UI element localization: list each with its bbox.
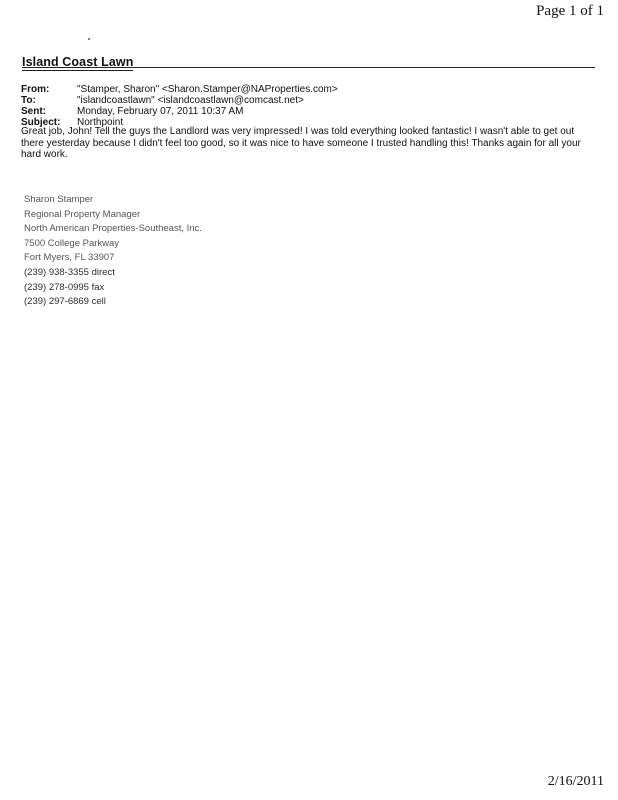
sent-row [21, 106, 338, 117]
signature-direct-phone: (239) 938-3355 direct [24, 266, 115, 278]
signature-cell: (239) 297-6869 cell [24, 296, 106, 308]
to-label: To: [21, 95, 36, 106]
document-title: Island Coast Lawn [22, 55, 134, 69]
from-value: "Stamper, Sharon" <Sharon.Stamper@NAProperties.com> [77, 84, 338, 95]
signature-block [24, 193, 202, 310]
to-row [21, 95, 338, 106]
signature-company: North American Properties-Southeast, Inc. [24, 223, 202, 235]
signature-name: Sharon Stamper [24, 194, 94, 205]
scan-mark [88, 38, 90, 40]
signature-city: Fort Myers, FL 33907 [24, 252, 115, 264]
subject-label: Subject: [21, 117, 61, 128]
header-divider [22, 67, 595, 68]
sent-label: Sent: [21, 106, 46, 117]
from-row [21, 84, 338, 95]
page-number: Page 1 of 1 [536, 3, 604, 19]
sent-value: Monday, February 07, 2011 10:37 AM [77, 106, 244, 117]
from-label: From: [21, 84, 50, 95]
signature-street: 7500 College Parkway [24, 237, 120, 249]
subject-value: Northpoint [77, 117, 124, 128]
signature-title: Regional Property Manager [24, 208, 141, 220]
email-header [21, 84, 338, 128]
print-date: 2/16/2011 [547, 774, 604, 789]
email-body: Great job, John! Tell the guys the Landlord was very impressed! I was told everything looked fantastic! I wasn't able to get out there yesterday because I didn't feel too good, so it was nice to have someone I trusted handling this! Thanks again for all your hard work. [21, 126, 581, 160]
to-value: "islandcoastlawn" <islandcoastlawn@comcast.net> [77, 95, 304, 106]
signature-fax: (239) 278-0995 fax [24, 281, 105, 293]
